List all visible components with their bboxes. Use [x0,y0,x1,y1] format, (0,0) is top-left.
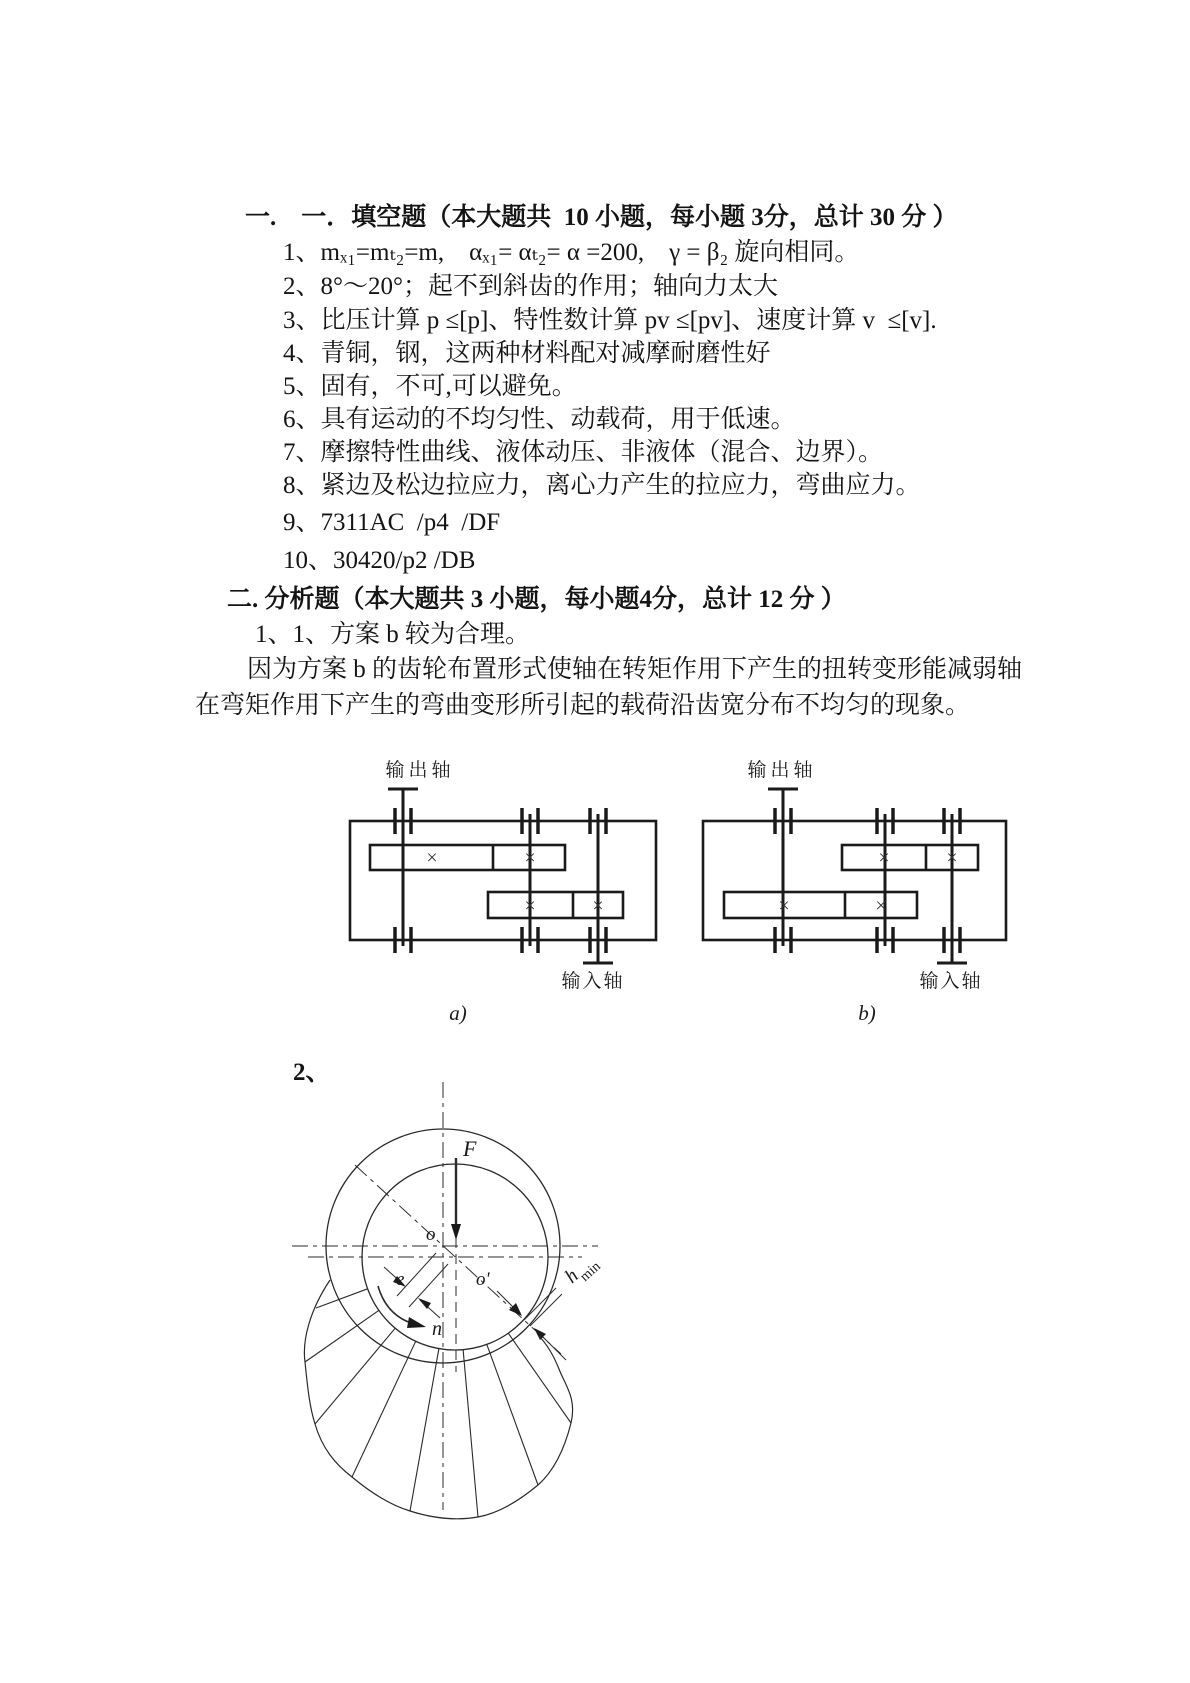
rotation-label: n [432,1318,442,1340]
rotation-arrow [378,1286,426,1328]
analysis2-label: 2、 [293,1059,331,1086]
scheme-diagram-b [655,695,1015,1030]
bearing-symbols [395,808,606,953]
fill-item-5: 5、固有，不可,可以避免。 [283,373,577,400]
journal-bearing-diagram [250,1040,690,1580]
output-shaft [768,789,798,946]
fill-item-6: 6、具有运动的不均匀性、动载荷，用于低速。 [283,406,796,433]
fill-item-1: 1、mₓ₁=mₜ₂=m, αₓ₁= αₜ₂= α =200, γ = β₂ 旋向相同。 [283,239,860,266]
analysis1-answer: 1、1、方案 b 较为合理。 [255,621,531,648]
gear-mark: × [524,895,536,917]
gear-mark: × [592,895,604,917]
pressure-envelope [304,1280,572,1519]
load-force-arrow [451,1158,461,1240]
min-film-sub: min [577,1259,604,1285]
gear-pair-lower [724,892,917,918]
eccentricity-label: e [396,1269,405,1290]
fill-item-3: 3、比压计算 p ≤[p]、特性数计算 pv ≤[pv]、速度计算 v ≤[v]. [283,307,937,334]
analysis1-reason-line1: 因为方案 b 的齿轮布置形式使轴在转矩作用下产生的扭转变形能减弱轴 [247,656,1023,683]
gear-pair-upper [370,845,565,870]
gear-mark: × [878,847,890,869]
force-label: F [463,1136,477,1161]
bearing-symbols [775,808,960,953]
section1-heading: 一. 一．填空题（本大题共 10 小题，每小题 3分，总计 30 分 ） [245,204,958,231]
pressure-distribution-fan [304,1280,572,1519]
input-shaft-label: 输入轴 [919,971,983,992]
gear-mark: × [426,847,438,869]
fill-item-2: 2、8°～20°；起不到斜齿的作用；轴向力太大 [283,273,778,300]
input-shaft-label: 输入轴 [561,971,625,992]
min-film-h: h [560,1264,583,1288]
gearbox-housing [703,821,1006,940]
bearing-center-label: o [426,1224,436,1245]
fill-item-8: 8、紧边及松边拉应力，离心力产生的拉应力，弯曲应力。 [283,472,921,499]
output-shaft-label: 输出轴 [385,760,455,781]
gearbox-housing [350,821,656,940]
fill-item-9: 9、7311AC /p4 /DF [283,509,501,536]
section2-heading: 二. 分析题（本大题共 3 小题，每小题4分，总计 12 分 ） [227,586,846,613]
analysis1-reason-line2: 在弯矩作用下产生的弯曲变形所引起的载荷沿齿宽分布不均匀的现象。 [195,692,971,719]
journal-center-label: o' [476,1269,490,1290]
fill-item-7: 7、摩擦特性曲线、液体动压、非液体（混合、边界）。 [283,439,884,466]
gear-mark: × [875,895,887,917]
eccentricity-dimension [384,1253,448,1318]
output-shaft [388,789,418,946]
output-shaft-label: 输出轴 [747,760,817,781]
gear-mark: × [946,847,958,869]
scheme-diagram-a [305,695,665,1030]
min-film-label [561,1249,604,1292]
fill-item-10: 10、30420/p2 /DB [283,547,476,574]
fill-item-4: 4、青铜，钢，这两种材料配对减摩耐磨性好 [283,340,771,367]
gear-mark: × [524,847,536,869]
min-film-callout [497,1288,566,1360]
diagram-caption-b: b) [858,1001,876,1025]
diagram-caption-a: a) [449,1001,467,1025]
gear-mark: × [778,895,790,917]
